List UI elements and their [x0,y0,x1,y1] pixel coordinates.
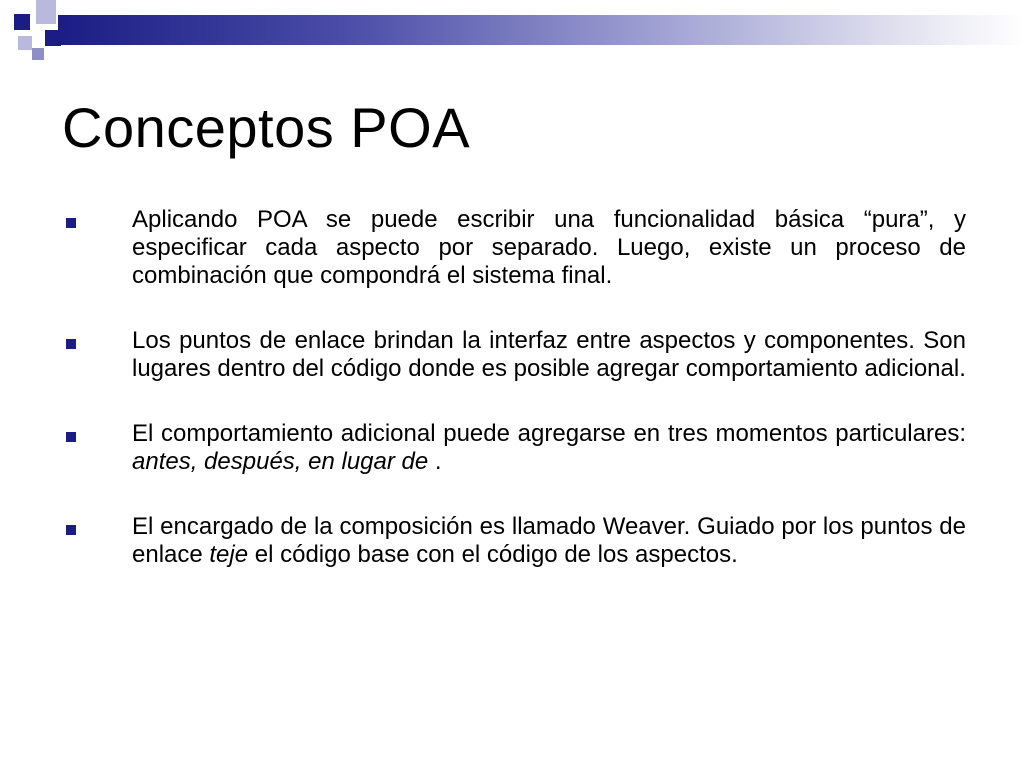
bullet-list [62,206,966,606]
bullet-text [132,420,966,476]
bullet-item [62,420,966,476]
decorative-square [14,14,30,30]
square-bullet-icon [66,218,76,228]
decorative-square [18,36,32,50]
italic-text: antes, después, en lugar de [132,448,429,475]
slide-title: Conceptos POA [62,96,471,159]
decorative-square [32,48,44,60]
text-segment: . [428,448,442,475]
text-segment: Los puntos de enlace brindan la interfaz entre aspectos y componentes. Son lugares dentro del código donde es posible agregar comportamiento adicional. [132,327,966,382]
bullet-text [132,206,966,290]
text-segment: Aplicando POA se puede escribir una funcionalidad básica “pura”, y especificar cada aspecto por separado. Luego, existe un proceso de combinación que compondrá el sistema final. [132,206,966,289]
text-segment: el código base con el código de los aspectos. [248,541,738,568]
bullet-item [62,327,966,383]
header-gradient-band [58,15,1024,45]
bullet-item [62,513,966,569]
text-segment: El encargado de la composición es llamado Weaver. Guiado por los puntos de enlace [132,513,966,568]
bullet-text [132,513,966,569]
italic-text: teje [209,541,249,568]
square-bullet-icon [66,525,76,535]
bullet-text [132,327,966,383]
text-segment: El comportamiento adicional puede agregarse en tres momentos particulares: [132,420,966,447]
square-bullet-icon [66,432,76,442]
square-bullet-icon [66,339,76,349]
decorative-square [36,0,56,24]
bullet-item [62,206,966,290]
